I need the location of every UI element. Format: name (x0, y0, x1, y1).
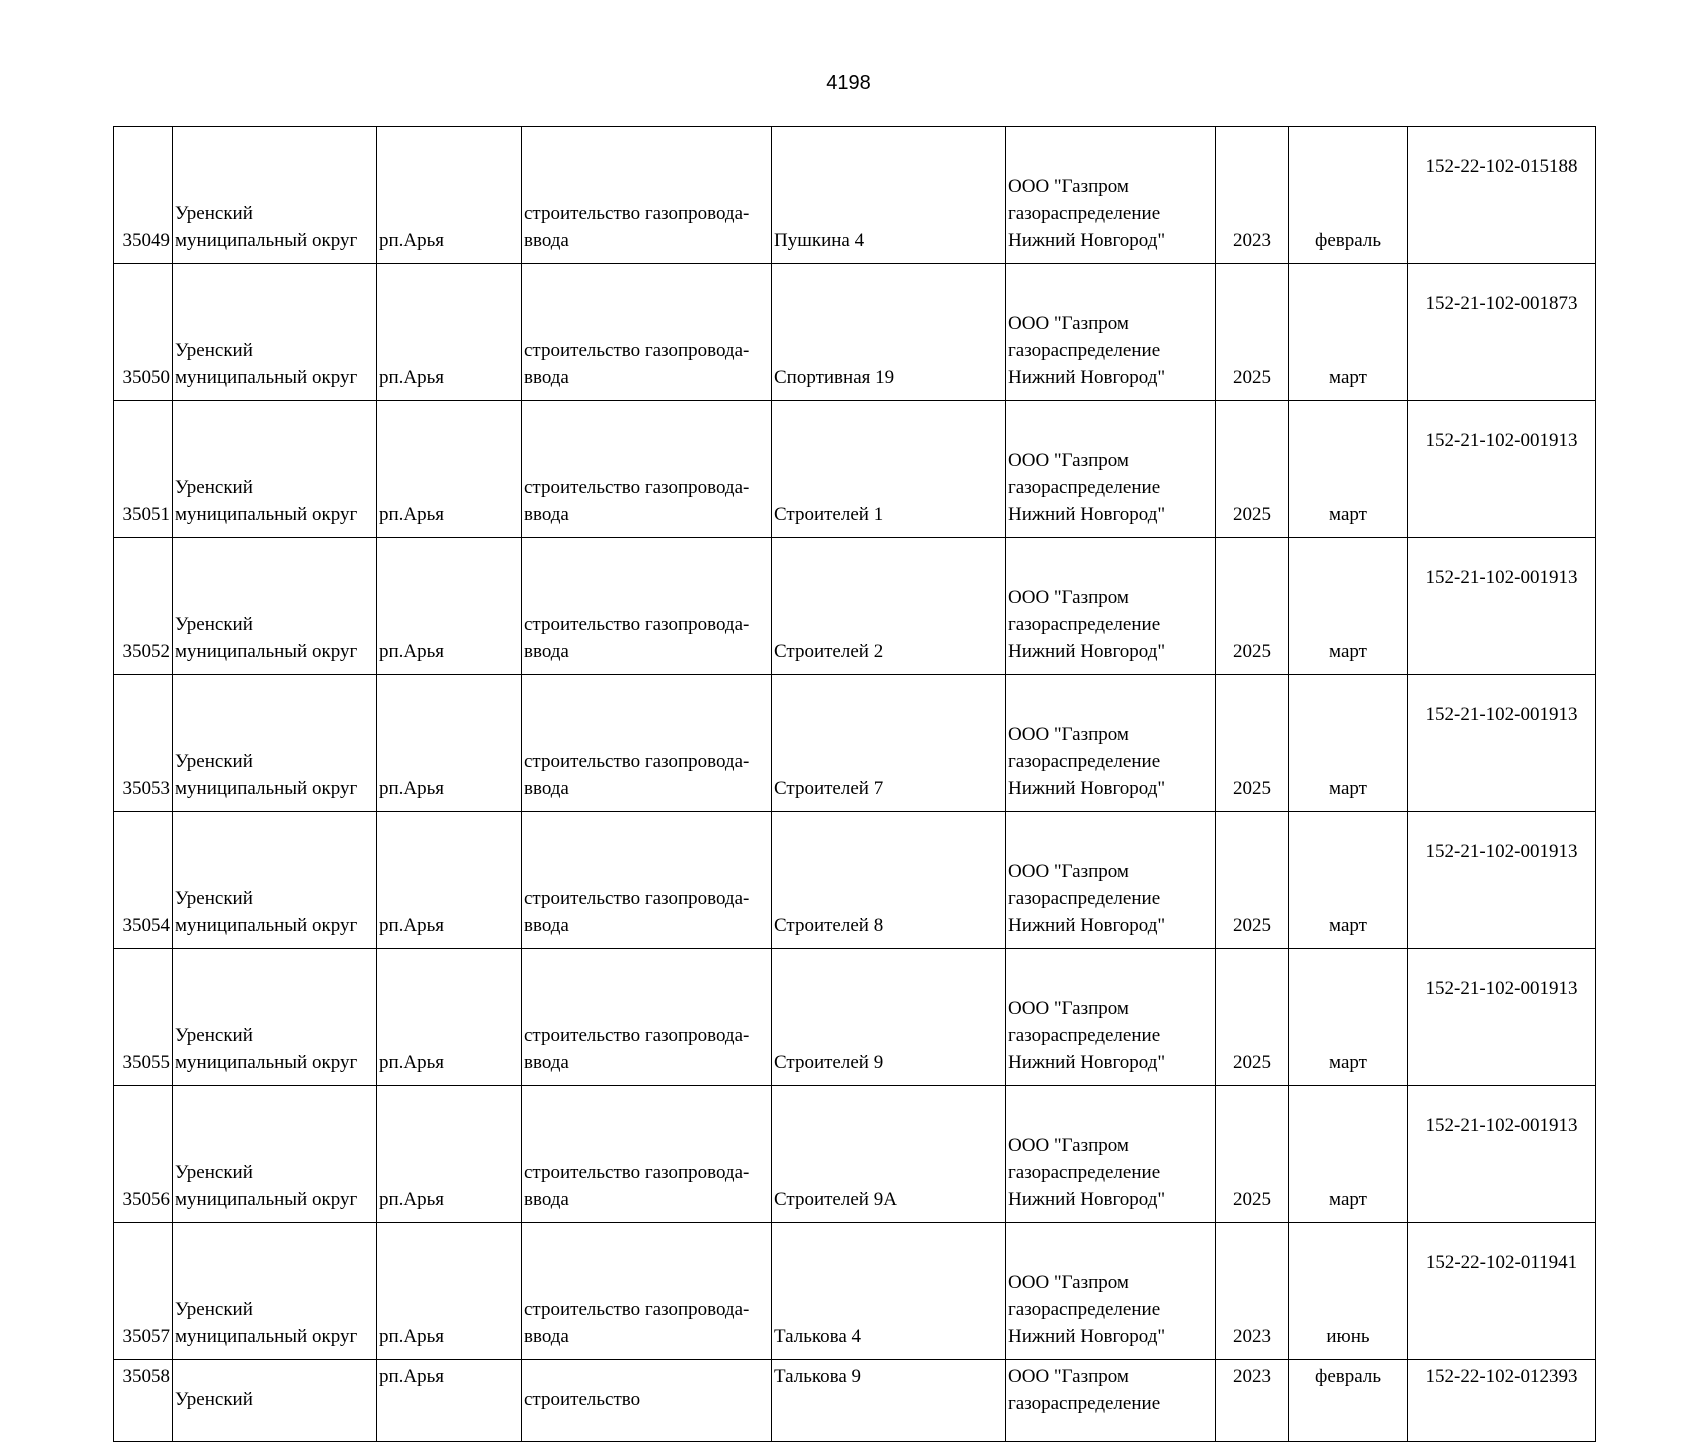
organization-cell-line: газораспределение (1008, 751, 1161, 772)
row-number: 35054 (114, 812, 173, 949)
organization-cell-line: газораспределение (1008, 1162, 1161, 1183)
work-type-cell: строительство (522, 1360, 772, 1442)
organization-cell-line: газораспределение (1008, 477, 1161, 498)
work-type-cell (522, 675, 772, 812)
settlement-cell: рп.Арья (377, 812, 522, 949)
table-row (114, 1223, 1596, 1360)
district-cell-line: муниципальный округ (175, 778, 358, 799)
year-cell: 2025 (1216, 812, 1289, 949)
settlement-cell: рп.Арья (377, 264, 522, 401)
code-cell: 152-21-102-001913 (1408, 1086, 1596, 1223)
district-cell-line: Уренский (175, 751, 253, 772)
district-cell-line: Уренский (175, 1299, 253, 1320)
settlement-cell: рп.Арья (377, 949, 522, 1086)
organization-cell-line: газораспределение (1008, 1025, 1161, 1046)
district-cell (173, 401, 377, 538)
year-cell: 2025 (1216, 264, 1289, 401)
organization-cell-line: газораспределение (1008, 340, 1161, 361)
settlement-cell: рп.Арья (377, 1086, 522, 1223)
month-cell: март (1289, 675, 1408, 812)
district-cell-line: муниципальный округ (175, 367, 358, 388)
work-type-cell-line: строительство газопровода- (524, 477, 750, 498)
organization-cell-line: Нижний Новгород" (1008, 915, 1166, 936)
organization-cell-line: ООО "Газпром (1008, 861, 1129, 882)
district-cell (173, 264, 377, 401)
organization-cell-line: ООО "Газпром (1008, 1272, 1129, 1293)
settlement-cell: рп.Арья (377, 127, 522, 264)
organization-cell-line: Нижний Новгород" (1008, 367, 1166, 388)
work-type-cell-line: ввода (524, 230, 569, 251)
settlement-cell: рп.Арья (377, 1223, 522, 1360)
organization-cell-line: ООО "Газпром (1008, 313, 1129, 334)
month-cell: июнь (1289, 1223, 1408, 1360)
code-cell: 152-22-102-011941 (1408, 1223, 1596, 1360)
work-type-cell-line: ввода (524, 1052, 569, 1073)
row-number: 35053 (114, 675, 173, 812)
work-type-cell-line: строительство газопровода- (524, 340, 750, 361)
organization-cell (1006, 1223, 1216, 1360)
organization-cell-line: газораспределение (1008, 888, 1161, 909)
address-cell: Строителей 8 (772, 812, 1006, 949)
address-cell: Талькова 9 (772, 1360, 1006, 1442)
district-cell (173, 1086, 377, 1223)
district-cell (173, 127, 377, 264)
work-type-cell-line: ввода (524, 1189, 569, 1210)
organization-cell-line: Нижний Новгород" (1008, 1189, 1166, 1210)
district-cell-line: Уренский (175, 1025, 253, 1046)
organization-cell-line: Нижний Новгород" (1008, 641, 1166, 662)
address-cell: Строителей 1 (772, 401, 1006, 538)
month-cell: март (1289, 949, 1408, 1086)
page-number: 4198 (826, 72, 871, 94)
organization-cell-line: ООО "Газпром (1008, 998, 1129, 1019)
district-cell-line: муниципальный округ (175, 504, 358, 525)
organization-cell-line: ООО "Газпром (1008, 1366, 1129, 1387)
work-type-cell (522, 401, 772, 538)
district-cell-line: Уренский (175, 614, 253, 635)
district-cell-line: муниципальный округ (175, 1052, 358, 1073)
organization-cell (1006, 1360, 1216, 1442)
work-type-cell-line: строительство газопровода- (524, 1162, 750, 1183)
work-type-cell-line: ввода (524, 367, 569, 388)
organization-cell-line: Нижний Новгород" (1008, 1326, 1166, 1347)
address-cell: Строителей 7 (772, 675, 1006, 812)
organization-cell-line: ООО "Газпром (1008, 1135, 1129, 1156)
year-cell: 2025 (1216, 949, 1289, 1086)
month-cell: март (1289, 401, 1408, 538)
work-type-cell-line: ввода (524, 504, 569, 525)
organization-cell (1006, 264, 1216, 401)
organization-cell-line: газораспределение (1008, 203, 1161, 224)
table-row (114, 949, 1596, 1086)
code-cell: 152-21-102-001913 (1408, 675, 1596, 812)
row-number: 35050 (114, 264, 173, 401)
settlement-cell: рп.Арья (377, 401, 522, 538)
organization-cell (1006, 401, 1216, 538)
table-row (114, 264, 1596, 401)
work-type-cell-line: строительство газопровода- (524, 751, 750, 772)
organization-cell-line: ООО "Газпром (1008, 450, 1129, 471)
table-row (114, 127, 1596, 264)
row-number: 35049 (114, 127, 173, 264)
address-cell: Спортивная 19 (772, 264, 1006, 401)
organization-cell-line: ООО "Газпром (1008, 176, 1129, 197)
code-cell: 152-22-102-015188 (1408, 127, 1596, 264)
month-cell: март (1289, 1086, 1408, 1223)
organization-cell-line: ООО "Газпром (1008, 587, 1129, 608)
organization-cell-line: Нижний Новгород" (1008, 778, 1166, 799)
table-row (114, 675, 1596, 812)
year-cell: 2025 (1216, 1086, 1289, 1223)
work-type-cell (522, 1223, 772, 1360)
row-number: 35056 (114, 1086, 173, 1223)
work-type-cell-line: ввода (524, 1326, 569, 1347)
organization-cell-line: Нижний Новгород" (1008, 230, 1166, 251)
work-type-cell (522, 127, 772, 264)
district-cell-line: муниципальный округ (175, 1326, 358, 1347)
address-cell: Строителей 9А (772, 1086, 1006, 1223)
work-type-cell-line: ввода (524, 778, 569, 799)
district-cell (173, 949, 377, 1086)
year-cell: 2023 (1216, 127, 1289, 264)
settlement-cell: рп.Арья (377, 1360, 522, 1442)
year-cell: 2025 (1216, 538, 1289, 675)
district-cell-line: муниципальный округ (175, 641, 358, 662)
organization-cell-line: газораспределение (1008, 614, 1161, 635)
organization-cell (1006, 949, 1216, 1086)
work-type-cell-line: ввода (524, 915, 569, 936)
work-type-cell (522, 538, 772, 675)
gas-pipeline-table (113, 126, 1596, 1442)
table-row (114, 1086, 1596, 1223)
table-row (114, 401, 1596, 538)
work-type-cell-line: строительство газопровода- (524, 888, 750, 909)
year-cell: 2023 (1216, 1360, 1289, 1442)
work-type-cell-line: строительство газопровода- (524, 1299, 750, 1320)
month-cell: февраль (1289, 1360, 1408, 1442)
work-type-cell (522, 812, 772, 949)
code-cell: 152-21-102-001913 (1408, 401, 1596, 538)
work-type-cell-line: строительство газопровода- (524, 203, 750, 224)
month-cell: март (1289, 812, 1408, 949)
organization-cell (1006, 812, 1216, 949)
district-cell-line: Уренский (175, 203, 253, 224)
organization-cell (1006, 127, 1216, 264)
work-type-cell-line: строительство газопровода- (524, 614, 750, 635)
settlement-cell: рп.Арья (377, 538, 522, 675)
district-cell (173, 812, 377, 949)
row-number: 35055 (114, 949, 173, 1086)
district-cell-line: муниципальный округ (175, 230, 358, 251)
address-cell: Строителей 9 (772, 949, 1006, 1086)
table-row (114, 538, 1596, 675)
code-cell: 152-21-102-001913 (1408, 949, 1596, 1086)
work-type-cell-line: ввода (524, 641, 569, 662)
district-cell (173, 538, 377, 675)
district-cell-line: Уренский (175, 888, 253, 909)
district-cell-line: Уренский (175, 340, 253, 361)
row-number: 35057 (114, 1223, 173, 1360)
table-row (114, 1360, 1596, 1442)
district-cell-line: муниципальный округ (175, 915, 358, 936)
organization-cell (1006, 1086, 1216, 1223)
work-type-cell-line: строительство газопровода- (524, 1025, 750, 1046)
address-cell: Строителей 2 (772, 538, 1006, 675)
organization-cell-line: ООО "Газпром (1008, 724, 1129, 745)
settlement-cell: рп.Арья (377, 675, 522, 812)
code-cell: 152-21-102-001873 (1408, 264, 1596, 401)
month-cell: февраль (1289, 127, 1408, 264)
work-type-cell (522, 264, 772, 401)
organization-cell (1006, 538, 1216, 675)
organization-cell-line: Нижний Новгород" (1008, 1052, 1166, 1073)
code-cell: 152-22-102-012393 (1408, 1360, 1596, 1442)
month-cell: март (1289, 538, 1408, 675)
code-cell: 152-21-102-001913 (1408, 538, 1596, 675)
organization-cell-line: газораспределение (1008, 1393, 1161, 1414)
year-cell: 2025 (1216, 675, 1289, 812)
address-cell: Талькова 4 (772, 1223, 1006, 1360)
work-type-cell (522, 1086, 772, 1223)
year-cell: 2025 (1216, 401, 1289, 538)
organization-cell-line: газораспределение (1008, 1299, 1161, 1320)
table-row (114, 812, 1596, 949)
district-cell-line: Уренский (175, 1162, 253, 1183)
organization-cell-line: Нижний Новгород" (1008, 504, 1166, 525)
district-cell (173, 1223, 377, 1360)
code-cell: 152-21-102-001913 (1408, 812, 1596, 949)
district-cell: Уренский (173, 1360, 377, 1442)
address-cell: Пушкина 4 (772, 127, 1006, 264)
row-number: 35058 (114, 1360, 173, 1442)
work-type-cell (522, 949, 772, 1086)
district-cell-line: муниципальный округ (175, 1189, 358, 1210)
row-number: 35051 (114, 401, 173, 538)
row-number: 35052 (114, 538, 173, 675)
district-cell (173, 675, 377, 812)
year-cell: 2023 (1216, 1223, 1289, 1360)
month-cell: март (1289, 264, 1408, 401)
organization-cell (1006, 675, 1216, 812)
district-cell-line: Уренский (175, 477, 253, 498)
